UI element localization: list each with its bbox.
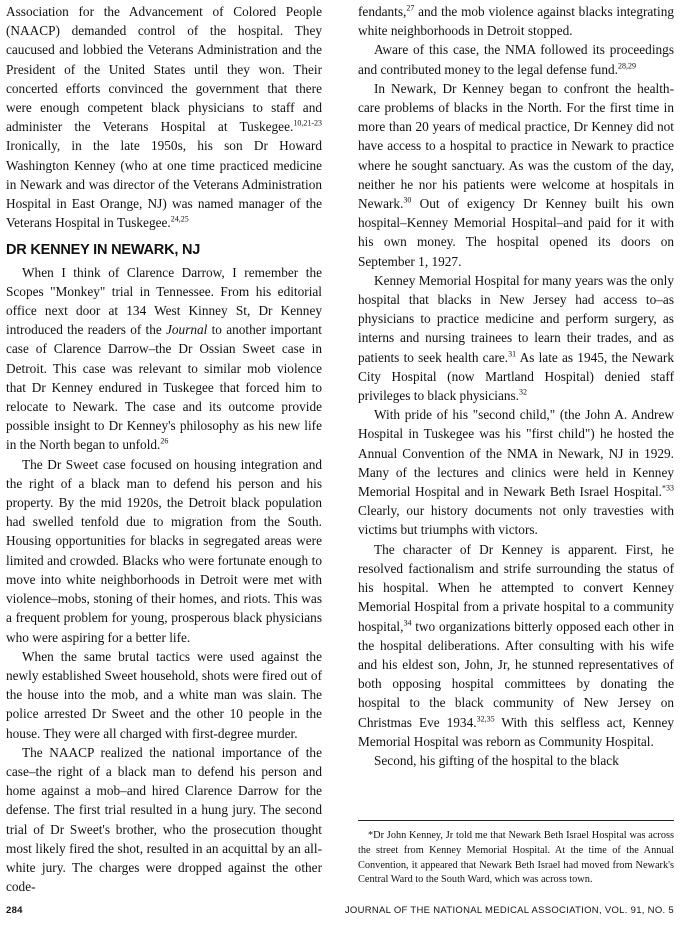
paragraph-text: In Newark, Dr Kenney began to confront the health-care problems of blacks in the North. For the first time in more than 20 years of medical practice, Dr Kenney did not have access to a hospital to practice in Newark to practice where he sought sanctuary. As was the custom of the day, neither he nor his patients were welcome at hospitals in Newark. bbox=[358, 80, 674, 212]
paragraph bbox=[358, 40, 674, 78]
reference-superscript: *33 bbox=[662, 483, 674, 493]
paragraph-text: When I think of Clarence Darrow, I remember the Scopes "Monkey" trial in Tennessee. From his editorial office next door at 134 West Kinney St, Dr Kenney introduced the readers of the bbox=[6, 264, 322, 338]
reference-superscript: 26 bbox=[160, 437, 169, 447]
paragraph bbox=[358, 79, 674, 271]
reference-superscript: 28,29 bbox=[617, 61, 636, 71]
journal-title-italic: Journal bbox=[166, 322, 208, 338]
footnote bbox=[358, 820, 674, 888]
paragraph: When the same brutal tactics were used against the newly established Sweet household, shots were fired out of the house into the mob, and a white man was slain. The police arrested Dr Sweet and the other 10 people in the house. They were all charged with first-degree murder. bbox=[6, 648, 322, 741]
section-heading: DR KENNEY IN NEWARK, NJ bbox=[6, 242, 201, 259]
paragraph: The Dr Sweet case focused on housing integration and the right of a black man to defend his person and his property. By the mid 1920s, the Detroit black population had swelled tenfold due to migration from the South. Housing opportunities for blacks in segregated areas were limited and crowded. Blacks who were fortunate enough to move into white neighborhoods in Detroit were met with violence–mobs, stoning of their homes, and riots. This was a frequent problem for young, prosperous black physicians who were aspiring for a better life. bbox=[6, 456, 322, 645]
paragraph-text: and the mob violence against blacks integrating white neighborhoods in Detroit stopped. bbox=[358, 4, 674, 39]
paragraph: Second, his gifting of the hospital to the black bbox=[374, 752, 619, 768]
reference-superscript: 34 bbox=[403, 618, 412, 628]
paragraph-text: With pride of his "second child," (the John A. Andrew Hospital in Tuskegee was his "first child") he hosted the Annual Convention of the NMA in Newark, NJ in 1929. Many of the lectures and clinics were held in Kenney Memorial Hospital and in Newark Beth Israel Hospital. bbox=[358, 407, 674, 500]
reference-superscript: 24,25 bbox=[170, 214, 189, 224]
reference-superscript: 32,35 bbox=[476, 714, 495, 724]
reference-superscript: 10,21-23 bbox=[293, 118, 322, 128]
reference-superscript: 27 bbox=[406, 3, 415, 13]
paragraph-text: to another important case of Clarence Darrow–the Dr Ossian Sweet case in Detroit. This case was relevant to similar mob violence that Dr Kenney endured in Tuskegee that forced him to relocate to Newark. The case and its outcome provide possible insight to Dr Kenney's philosophy as his new life in the North began to unfold. bbox=[6, 322, 322, 453]
journal-running-footer: JOURNAL OF THE NATIONAL MEDICAL ASSOCIATION, VOL. 91, NO. 5 bbox=[344, 905, 674, 916]
paragraph-text: fendants, bbox=[358, 4, 407, 19]
paragraph bbox=[6, 263, 322, 455]
left-column bbox=[6, 2, 322, 896]
paragraph bbox=[358, 540, 674, 751]
paragraph-text: The character of Dr Kenney is apparent. First, he resolved factionalism and strife surrounding the status of his hospital. When he attempted to convert Kenney Memorial Hospital from a private hospital to a community hospital, bbox=[358, 541, 674, 634]
page-number: 284 bbox=[6, 905, 23, 916]
paragraph: The NAACP realized the national importance of the case–the right of a black man to defend his person and home against a mob–and hired Clarence Darrow for the defense. The first trial resulted in a hung jury. The second trial of Dr Sweet's brother, who the prosecution thought most likely fired the shot, resulted in an acquittal by an all-white jury. The charges were dropped against the other code- bbox=[6, 744, 322, 895]
footnote-text: *Dr John Kenney, Jr told me that Newark Beth Israel Hospital was across the street from Kenney Memorial Hospital. At the time of the Annual Convention, it appeared that Newark Beth Israel had moved from Newark's Central Ward to the South Ward, which was across town. bbox=[358, 830, 674, 886]
paragraph bbox=[358, 2, 674, 40]
paragraph bbox=[358, 271, 674, 405]
paragraph-text: Ironically, in the late 1950s, his son Dr Howard Washington Kenney (who at one time practiced medicine in Newark and was director of the Veterans Administration Hospital in East Orange, NJ) was named manager of the Veterans Hospital in Tuskegee. bbox=[6, 138, 322, 231]
paragraph bbox=[358, 405, 674, 539]
paragraph-text: Kenney Memorial Hospital for many years was the only hospital that blacks in New Jersey had access to–as physicians to practice medicine and perform surgery, as interns and nursing trainees to learn their trades, and as patients to seek health care. bbox=[358, 272, 674, 365]
reference-superscript: 31 bbox=[508, 349, 517, 359]
paragraph-text: Clearly, our history documents not only travesties with victims but triumphs with victors. bbox=[358, 503, 674, 538]
right-column bbox=[358, 2, 674, 770]
reference-superscript: 30 bbox=[403, 195, 412, 205]
paragraph-text: With this selfless act, Kenney Memorial Hospital was reborn as Community Hospital. bbox=[358, 714, 674, 749]
paragraph-text: Out of exigency Dr Kenney built his own hospital–Kenney Memorial Hospital–and paid for it with his own money. The hospital opened its doors on September 1, 1927. bbox=[358, 196, 674, 269]
reference-superscript: 32 bbox=[519, 387, 528, 397]
paragraph-text: Association for the Advancement of Colored People (NAACP) demanded control of the hospital. They caucused and lobbied the Veterans Administration and the President of the United States until they won. Their concerted efforts convinced the government that there were enough competent black physicians to staff and administer the Veterans Hospital at Tuskegee. bbox=[6, 4, 322, 135]
paragraph-text: two organizations bitterly opposed each other in the hospital deliberations. After consulting with his wife and his eldest son, John, Jr, he stunned representatives of both opposing hospital committees by donating the hospital to the black community of New Jersey on Christmas Eve 1934. bbox=[358, 618, 674, 730]
paragraph-text: As late as 1945, the Newark City Hospital (now Martland Hospital) denied staff privileges to black physicians. bbox=[358, 349, 674, 404]
paragraph bbox=[6, 2, 322, 232]
paragraph-text: Aware of this case, the NMA followed its proceedings and contributed money to the legal defense fund. bbox=[358, 42, 674, 77]
